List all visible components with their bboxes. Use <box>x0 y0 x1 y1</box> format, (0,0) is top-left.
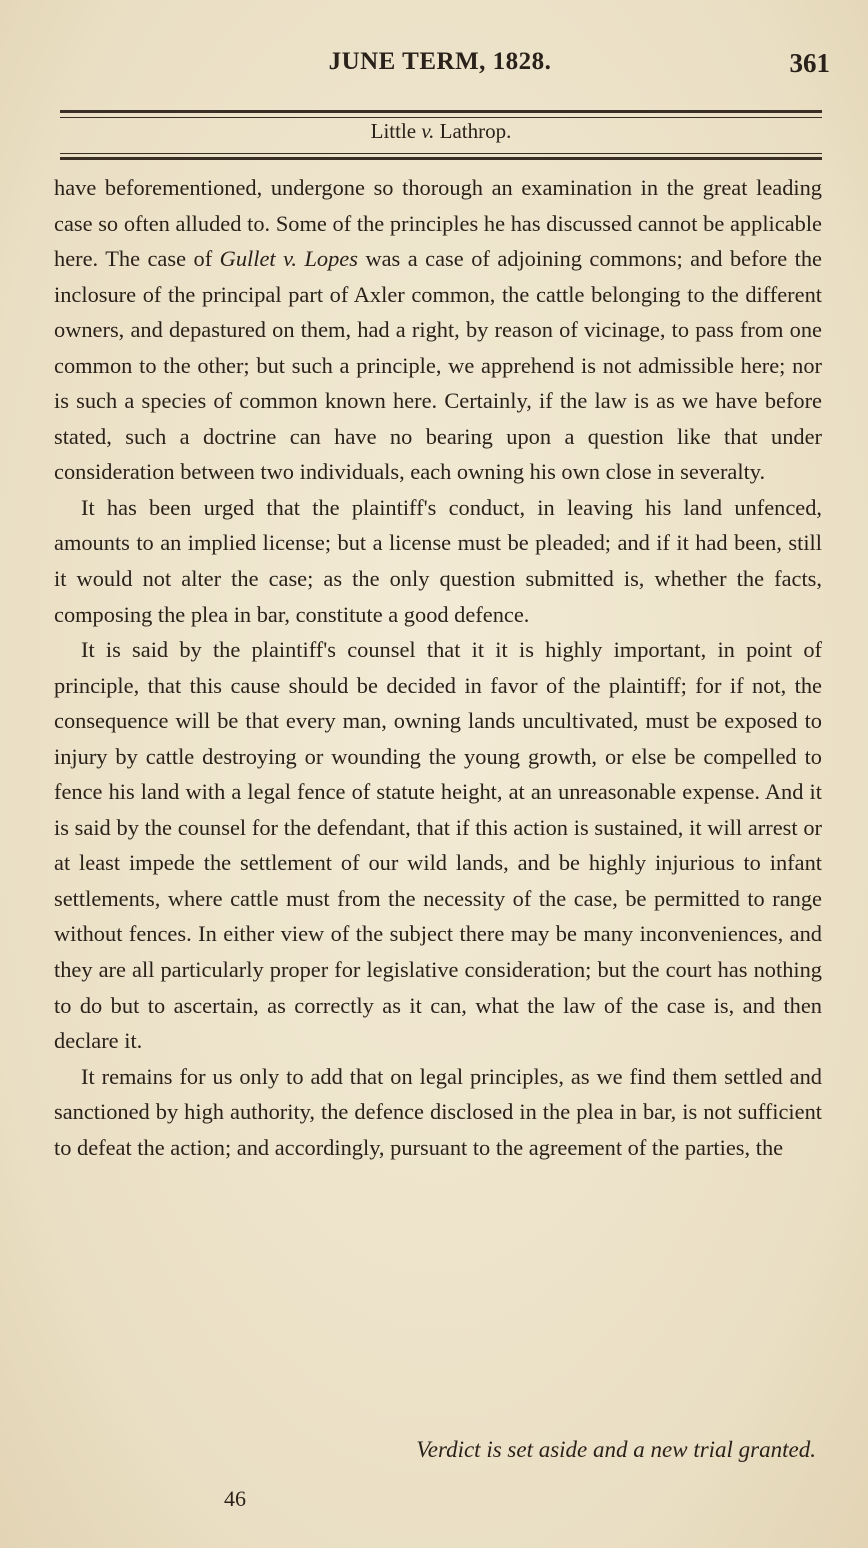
running-head-defendant: Lathrop. <box>434 119 512 143</box>
page-header-title: JUNE TERM, 1828. <box>328 48 552 75</box>
paragraph-1-text-a: have beforementioned, undergone so thorough an examination in the great leading case so often alluded to. Some of the principles he has discussed cannot be applicable here. The case of <box>54 175 822 272</box>
paragraph-1 <box>54 170 822 490</box>
case-citation: Gullet v. Lopes <box>219 246 358 272</box>
running-head <box>200 119 682 144</box>
verdict-line: Verdict is set aside and a new trial granted. <box>416 1437 816 1462</box>
paragraph-2: It has been urged that the plaintiff's conduct, in leaving his land unfenced, amounts to an implied license; but a license must be pleaded; and if it had been, still it would not alter the case; as the only question submitted is, whether the facts, composing the plea in bar, constitute a good defence. <box>54 494 822 627</box>
paragraph-4: It remains for us only to add that on legal principles, as we find them settled and sanctioned by high authority, the defence disclosed in the plea in bar, is not sufficient to defeat the action; and accordingly, pursuant to the agreement of the parties, the <box>54 1063 822 1160</box>
running-head-plaintiff: Little <box>370 119 422 143</box>
header-rule-top-thin <box>60 117 822 118</box>
signature-folio: 46 <box>224 1486 246 1511</box>
opinion-body <box>54 170 822 1165</box>
running-head-versus: v. <box>421 119 435 143</box>
header-rule-top-thick <box>60 110 822 113</box>
paragraph-3: It is said by the plaintiff's counsel that it it is highly important, in point of principle, that this cause should be decided in favor of the plaintiff; for if not, the consequence will be that every man, owning lands uncultivated, must be exposed to injury by cattle destroying or wounding the young growth, or else be compelled to fence his land with a legal fence of statute height, at an unreasonable expense. And it is said by the counsel for the defendant, that if this action is sustained, it will arrest or at least impede the settlement of our wild lands, and be highly injurious to infant settlements, where cattle must from the necessity of the case, be permitted to range without fences. In either view of the subject there may be many inconveniences, and they are all particularly proper for legislative consideration; but the court has nothing to do but to ascertain, as correctly as it can, what the law of the case is, and then declare it. <box>54 637 822 1054</box>
page-number: 361 <box>789 48 830 78</box>
paragraph-1-text-b: was a case of adjoining commons; and before the inclosure of the principal part of Axler common, the cattle belonging to the different owners, and depastured on them, had a right, by reason of vicinage, to pass from one common to the other; but such a principle, we apprehend is not admissible here; nor is such a species of common known here. Certainly, if the law is as we have before stated, such a doctrine can have no bearing upon a question like that under consideration between two individuals, each owning his own close in severalty. <box>54 246 822 485</box>
header-rule-bottom-thick <box>60 157 822 160</box>
header-rule-bottom-thin <box>60 153 822 154</box>
